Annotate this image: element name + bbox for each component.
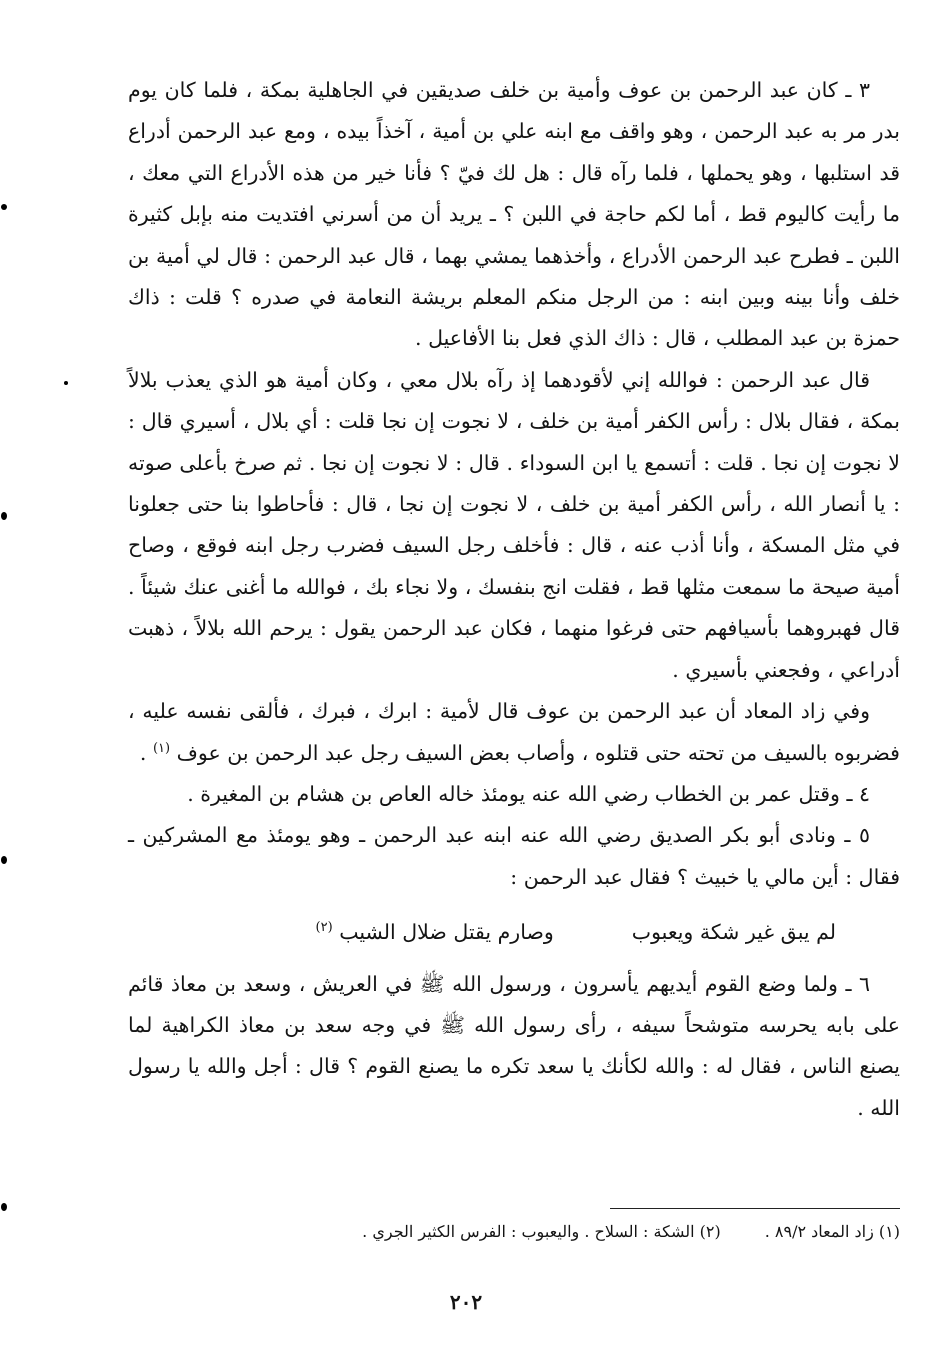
paragraph-bilal: قال عبد الرحمن : فوالله إني لأقودهما إذ رآه بلال معي ، وكان أمية هو الذي يعذب بلالاً بمكة ، فقال بلال : رأس الكفر أمية بن خلف ، لا نجوت إن نجا قلت : أي بلال ، أسيري قال : لا نجوت إن نجا . قلت : أتسمع يا ابن السوداء . قال : لا نجوت إن نجا . ثم صرخ بأعلى صوته : يا أنصار الله ، رأس الكفر أمية بن خلف ، لا نجوت إن نجا ، قال : فأحاطوا بنا حتى جعلونا في مثل المسكة ، وأنا أذب عنه ، قال : فأخلف رجل السيف فضرب رجل ابنه فوقع ، وصاح أمية صيحة ما سمعت مثلها قط ، فقلت انج بنفسك ، ولا نجاء بك ، فوالله ما أغنى عنك شيئاً . قال فهبروهما بأسيافهم حتى فرغوا منهما ، فكان عبد الرحمن يقول : يرحم الله بلالاً ، ذهبت أدراعي ، وفجعني بأسيري .	[128, 367, 900, 682]
poem-hemistich-right: لم يبق غير شكة ويعبوب	[631, 920, 836, 945]
scan-dot	[64, 381, 68, 385]
paragraph-4: ٤ ـ وقتل عمر بن الخطاب رضي الله عنه يومئذ خاله العاص بن هشام بن المغيرة .	[187, 781, 870, 806]
scan-dot	[1, 204, 7, 210]
scan-dot	[1, 856, 7, 864]
main-text	[128, 70, 900, 1129]
paragraph-3: ٣ ـ كان عبد الرحمن بن عوف وأمية بن خلف صديقين في الجاهلية بمكة ، فلما كان يوم بدر مر به عبد الرحمن ، وهو واقف مع ابنه علي بن أمية ، آخذاً بيده ، ومع عبد الرحمن أدراع قد استلبها ، وهو يحملها ، فلما رآه قال : هل لك فيّ ؟ فأنا خير من هذه الأدراع التي معك ، ما رأيت كاليوم قط ، أما لكم حاجة في اللبن ؟ ـ يريد أن من أسرني افتديت منه بإبل كثيرة اللبن ـ فطرح عبد الرحمن الأدراع ، وأخذهما يمشي بهما ، قال عبد الرحمن : قال لي أمية بن خلف وأنا بينه وبين ابنه : من الرجل منكم المعلم بريشة النعامة في صدره ؟ قلت : ذاك حمزة بن عبد المطلب ، قال : ذاك الذي فعل بنا الأفاعيل .	[128, 78, 900, 351]
footnote-ref-1: (١)	[152, 740, 171, 756]
paragraph-zad-almaad: وفي زاد المعاد أن عبد الرحمن بن عوف قال لأمية : ابرك ، فبرك ، فألقى نفسه عليه ، فضربوه بالسيف من تحته حتى قتلوه ، وأصاب بعض السيف رجل عبد الرحمن بن عوف $^{(١)}$ .	[128, 699, 900, 765]
footnote-line	[160, 1219, 900, 1245]
poem-hemistich-left-wrap	[316, 912, 554, 953]
footnote-ref-2: (٢)	[315, 920, 333, 936]
scan-dot	[1, 1203, 7, 1211]
paragraph-zad-almaad-text: وفي زاد المعاد أن عبد الرحمن بن عوف قال لأمية : ابرك ، فبرك ، فألقى نفسه عليه ، فضربوه بالسيف من تحته حتى قتلوه ، وأصاب بعض السيف رجل عبد الرحمن بن عوف	[128, 699, 900, 765]
paragraph-5: ٥ ـ ونادى أبو بكر الصديق رضي الله عنه ابنه عبد الرحمن ـ وهو يومئذ مع المشركين ـ فقال : أين مالي يا خبيث ؟ فقال عبد الرحمن :	[128, 823, 900, 889]
footnote-separator	[610, 1208, 900, 1209]
scan-dot	[1, 512, 7, 520]
footnote-2: (٢) الشكة : السلاح . واليعبوب : الفرس الكثير الجري .	[362, 1222, 721, 1241]
footnote-1: (١) زاد المعاد ٨٩/٢ .	[764, 1222, 900, 1241]
poem-verse	[128, 912, 900, 953]
poem-hemistich-left: وصارم يقتل ضلال الشيب	[339, 920, 554, 945]
page-number: ٢٠٢	[449, 1290, 483, 1314]
footnotes	[160, 1219, 900, 1245]
paragraph-6: ٦ ـ ولما وضع القوم أيديهم يأسرون ، ورسول الله ﷺ في العريش ، وسعد بن معاذ قائم على بابه يحرسه متوشحاً سيفه ، رأى رسول الله ﷺ في وجه سعد بن معاذ الكراهية لما يصنع الناس ، فقال له : والله لكأنك يا سعد تكره ما يصنع القوم ؟ قال : أجل والله يا رسول الله .	[128, 971, 900, 1120]
